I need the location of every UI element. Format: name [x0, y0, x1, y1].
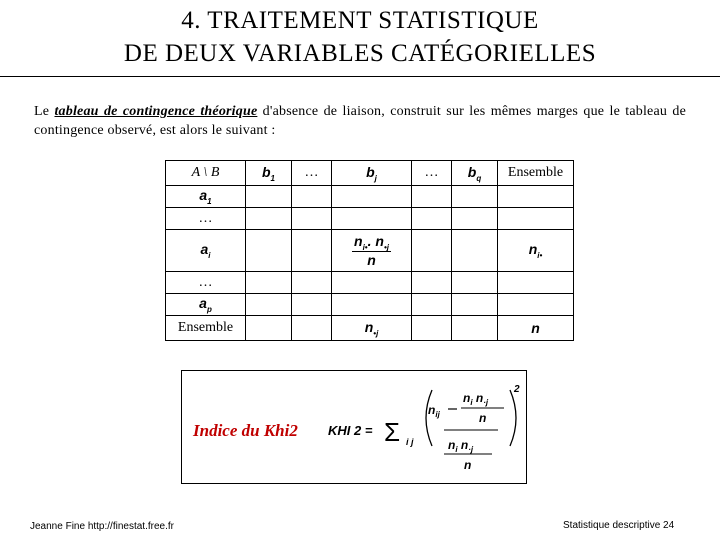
footer-page-label: Statistique descriptive 24 — [563, 520, 675, 531]
row-header-ellipsis-2: … — [166, 272, 246, 294]
col-header-b1: $b_1$ — [246, 161, 292, 186]
title-line-2: DE DEUX VARIABLES CATÉGORIELLES — [123, 40, 597, 67]
col-margin-nj: $n_{•j}$ — [332, 316, 412, 341]
intro-text-end: d'absence de liaison, construit sur les mêmes marges que le tableau de contingence observé, est alors le suivant : — [34, 104, 686, 138]
row-header-ai: $a_i$ — [166, 230, 246, 272]
khi2-lhs: KHI 2 = — [328, 423, 373, 438]
intro-emphasis: tableau de contingence théorique — [54, 104, 258, 119]
col-header-bq: $b_q$ — [452, 161, 498, 186]
right-paren — [510, 390, 516, 446]
contingency-table — [165, 160, 574, 341]
table-row-ai — [166, 230, 574, 272]
col-header-total: Ensemble — [498, 161, 574, 186]
inner-denominator-n: n — [479, 411, 487, 425]
intro-paragraph — [34, 102, 686, 140]
left-paren — [426, 390, 432, 446]
table-row-a1 — [166, 186, 574, 208]
table-row-ap — [166, 294, 574, 316]
page-title — [0, 4, 720, 70]
title-divider — [0, 76, 720, 77]
row-margin-ni: $n_{i•}$ — [498, 230, 574, 272]
row-header-a1: $a_1$ — [166, 186, 246, 208]
exponent: 2 — [514, 384, 520, 395]
col-header-bj: $b_j$ — [332, 161, 412, 186]
ni-nj-numerator: $n_i$ $n_{\cdot j}$ — [463, 391, 489, 407]
footer-author: Jeanne Fine http://finestat.free.fr — [30, 521, 174, 532]
sum-index: i j — [406, 437, 414, 447]
table-corner: A \ B — [166, 161, 246, 186]
title-line-1: 4. TRAITEMENT STATISTIQUE — [181, 7, 539, 34]
table-row-ellipsis-2 — [166, 272, 574, 294]
grand-total-n: n — [498, 316, 574, 341]
khi2-formula — [326, 378, 521, 478]
khi2-label: Indice du Khi2 — [193, 421, 298, 440]
cell-theoretical-nij: $\frac{n_{i•}. n_{•j}}{n}$ — [332, 230, 412, 272]
col-header-ellipsis-2: … — [412, 161, 452, 186]
col-header-ellipsis-1: … — [292, 161, 332, 186]
row-header-ellipsis-1: … — [166, 208, 246, 230]
table-header-row — [166, 161, 574, 186]
nij-symbol: $n_{ij}$ — [428, 403, 440, 419]
row-header-total: Ensemble — [166, 316, 246, 341]
denominator-n: n — [464, 458, 472, 472]
table-row-ellipsis-1 — [166, 208, 574, 230]
row-header-ap: $a_p$ — [166, 294, 246, 316]
ni-nj-denominator: $n_i$ $n_{\cdot j}$ — [448, 438, 474, 454]
table-total-row — [166, 316, 574, 341]
sigma-symbol: Σ — [384, 417, 401, 447]
intro-text-start: Le — [34, 104, 55, 119]
